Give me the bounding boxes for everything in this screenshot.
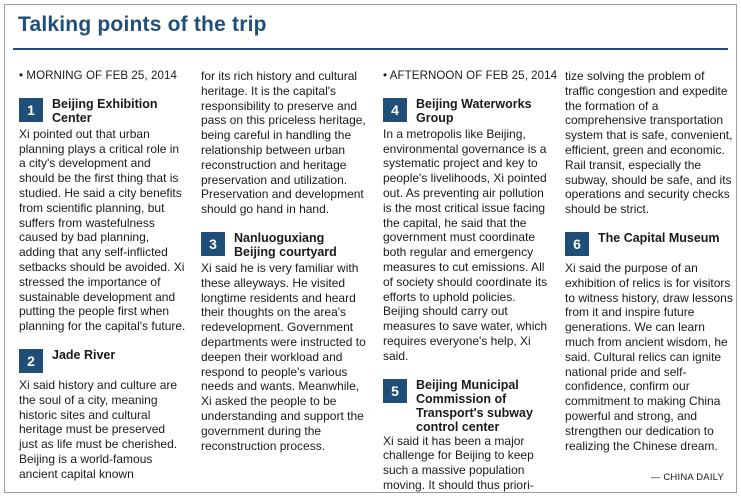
item-title: Nanluoguxiang Beijing courtyard	[234, 230, 337, 259]
column-1	[19, 69, 187, 482]
item-number-badge: 2	[19, 349, 43, 373]
article-panel	[4, 4, 737, 493]
item-title: Jade River	[52, 347, 116, 362]
item-heading	[201, 231, 369, 261]
item-text: Xi said history and culture are the soul of a city, meaning historic sites and cultural heritage must be preserved just as life must be cherished. Beijing is a world-famous ancient capital known	[19, 377, 178, 481]
item-title: The Capital Museum	[598, 230, 720, 245]
item-title: Beijing Municipal Commission of Transport's subway control center	[416, 377, 533, 434]
item-number-badge: 5	[383, 379, 407, 403]
title-divider	[13, 48, 728, 50]
item-number-badge: 3	[201, 232, 225, 256]
item-text: Xi said the purpose of an exhibition of relics is for visitors to witness history, draw lessons from it and inspire future generations. We can learn much from ancient wisdom, he said. Cultural relics can ignite national pride and self-confidence, confirm our commitment to making China powerful and strong, and strengthen our dedication to realizing the Chinese dream.	[565, 260, 733, 453]
column-3	[383, 69, 558, 493]
item-heading	[383, 378, 551, 434]
panel-title: Talking points of the trip	[18, 13, 267, 36]
section-label-afternoon: • AFTERNOON OF FEB 25, 2014	[383, 70, 558, 82]
item-number-badge: 1	[19, 98, 43, 122]
item-heading	[19, 97, 187, 127]
item-heading	[383, 97, 551, 127]
item-text: Xi said he is very familiar with these alleyways. He visited longtime residents and heard their thoughts on the area's redevelopment. Government departments were instructed to deepen their workload and respond to people's various needs and wants. Meanwhile, Xi asked the people to be understanding and support the government during the reconstruction process.	[201, 260, 366, 453]
item-title: Beijing Exhibition Center	[52, 96, 158, 125]
item-text: Xi said it has been a major challenge for Beijing to keep such a massive population moving. It should thus priori-	[383, 433, 534, 492]
item-text-continued: for its rich history and cultural heritage. It is the capital's responsibility to preserve and pass on this priceless heritage, being careful in handling the relationship between urban reconstruction and heritage preservation and utilization. Preservation and development should go hand in hand.	[201, 69, 366, 217]
column-4	[565, 69, 733, 453]
item-number-badge: 4	[383, 98, 407, 122]
item-text: In a metropolis like Beijing, environmental governance is a systematic project and key to people's livelihoods, Xi pointed out. As preventing air pollution is the most critical issue facing the capital, he said that the government must coordinate both regular and emergency measures to cut emissions. All of society should coordinate its efforts to uphold policies. Beijing should carry out measures to save water, which requires everyone's help, Xi said.	[383, 126, 548, 363]
item-heading	[565, 231, 733, 261]
section-label-morning: • MORNING OF FEB 25, 2014	[19, 70, 177, 82]
item-text: Xi pointed out that urban planning plays a critical role in a city's development and should be the first thing that is studied. He said a city benefits from scientific planning, but suffers from wastefulness caused by bad planning, adding that any self-inflicted setbacks should be avoided. Xi stressed the importance of sustainable development and putting the people first when planning for the capital's future.	[19, 126, 186, 334]
item-number-badge: 6	[565, 232, 589, 256]
item-title: Beijing Waterworks Group	[416, 96, 532, 125]
source-credit: — CHINA DAILY	[650, 472, 724, 483]
item-heading	[19, 348, 187, 378]
item-text-continued: tize solving the problem of traffic congestion and expedite the formation of a comprehensive transportation system that is safe, convenient, efficient, green and economic. Rail transit, especially the subway, should be safe, and its operations and security checks should be strict.	[565, 69, 733, 217]
column-2	[201, 69, 369, 453]
